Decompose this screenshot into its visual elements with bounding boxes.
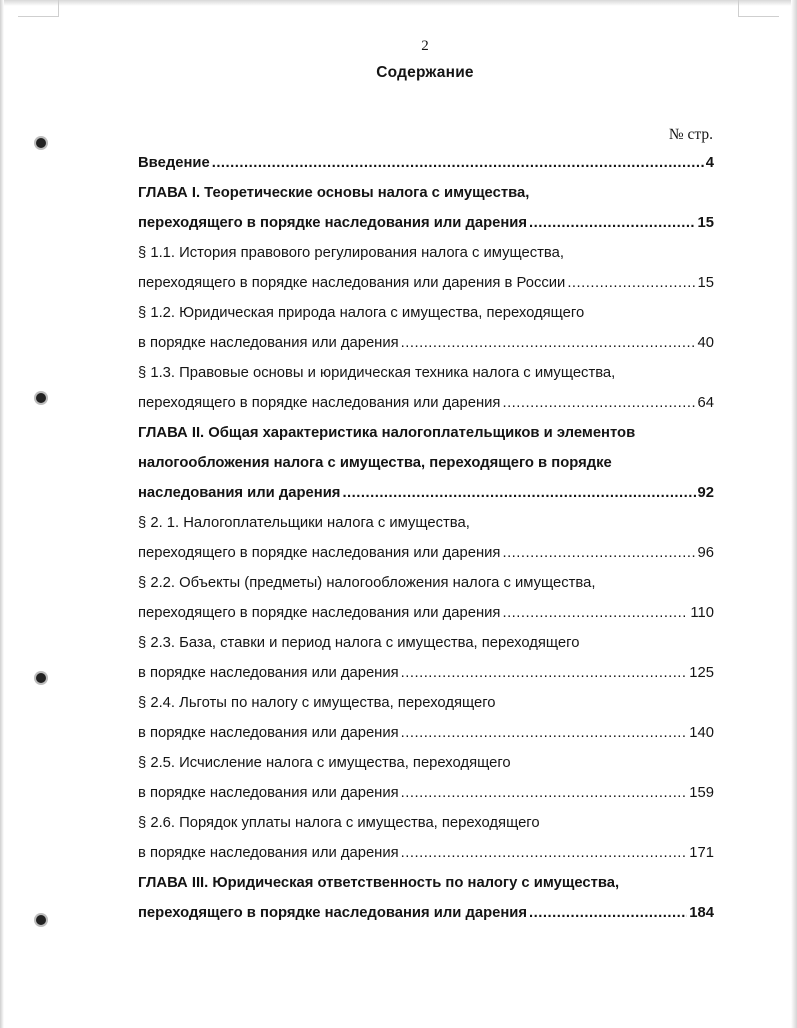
toc-entry-continuation <box>138 598 714 628</box>
toc-page-number: 4 <box>705 155 714 171</box>
toc-entry-text: переходящего в порядке наследования или дарения <box>138 545 501 561</box>
toc-leader-dots <box>401 718 688 748</box>
binder-hole-icon <box>36 138 46 148</box>
toc-entry-text: в порядке наследования или дарения <box>138 785 399 801</box>
toc-entry-text: налогообложения налога с имущества, переходящего в порядке <box>138 455 612 471</box>
toc-entry-continuation <box>138 778 714 808</box>
toc-entry-text: § 1.3. Правовые основы и юридическая техника налога с имущества, <box>138 365 616 381</box>
toc-entry-continuation <box>138 538 714 568</box>
toc-entry-text: переходящего в порядке наследования или дарения <box>138 605 501 621</box>
binder-hole-icon <box>36 393 46 403</box>
toc-entry-continuation <box>138 898 714 928</box>
toc-entry-text: переходящего в порядке наследования или дарения в России <box>138 275 566 291</box>
toc-entry-continuation <box>138 268 714 298</box>
toc-leader-dots <box>342 478 695 508</box>
toc-entry-text: переходящего в порядке наследования или дарения <box>138 905 528 921</box>
toc-entry-continuation <box>138 658 714 688</box>
toc-leader-dots <box>401 778 688 808</box>
toc-page-number: 96 <box>697 545 714 561</box>
toc-entry-continuation <box>138 718 714 748</box>
toc-page-number: 184 <box>689 905 714 921</box>
toc-entry-continuation <box>138 208 714 238</box>
toc-leader-dots <box>529 208 695 238</box>
scan-edge-right <box>791 0 797 1028</box>
toc-entry-text: ГЛАВА III. Юридическая ответственность по налогу с имущества, <box>138 875 620 891</box>
toc-leader-dots <box>502 538 695 568</box>
toc-entry-continuation <box>138 478 714 508</box>
toc-entry <box>138 628 714 658</box>
toc-entry-continuation <box>138 328 714 358</box>
toc-page-number: 140 <box>689 725 714 741</box>
toc-entry-text: § 2.2. Объекты (предметы) налогообложения налога с имущества, <box>138 575 596 591</box>
toc-entry <box>138 418 714 448</box>
toc-entry-text: § 1.1. История правового регулирования налога с имущества, <box>138 245 564 261</box>
toc-entry <box>138 238 714 268</box>
binder-hole-icon <box>36 915 46 925</box>
toc-entry-text: § 1.2. Юридическая природа налога с имущества, переходящего <box>138 305 585 321</box>
toc-page-number: 40 <box>697 335 714 351</box>
toc-entry-text: переходящего в порядке наследования или дарения <box>138 395 501 411</box>
toc-entry-continuation <box>138 838 714 868</box>
toc-entry <box>138 298 714 328</box>
page-title: Содержание <box>376 64 474 81</box>
toc-leader-dots <box>529 898 687 928</box>
toc-page-number: 159 <box>689 785 714 801</box>
toc-leader-dots <box>401 838 688 868</box>
toc-entry-text: в порядке наследования или дарения <box>138 725 399 741</box>
toc-entry-continuation <box>138 388 714 418</box>
toc-page-number: 64 <box>697 395 714 411</box>
toc-entry <box>138 178 714 208</box>
toc-leader-dots <box>567 268 695 298</box>
toc-entry <box>138 868 714 898</box>
page-column-header: № стр. <box>668 126 713 143</box>
toc-entry <box>138 748 714 778</box>
toc-page-number: 15 <box>697 275 714 291</box>
toc-page-number: 171 <box>689 845 714 861</box>
toc-leader-dots <box>502 598 688 628</box>
toc-leader-dots <box>502 388 695 418</box>
toc-entry <box>138 808 714 838</box>
toc-entry-text: Введение <box>138 155 210 171</box>
page-number: 2 <box>421 38 429 54</box>
toc-entry-text: § 2.5. Исчисление налога с имущества, переходящего <box>138 755 511 771</box>
toc-entry-text: § 2. 1. Налогоплательщики налога с имущества, <box>138 515 470 531</box>
scan-edge-top <box>0 0 797 6</box>
toc-entry <box>138 148 714 178</box>
toc-page-number: 15 <box>697 215 714 231</box>
toc-entry-text: в порядке наследования или дарения <box>138 665 399 681</box>
scan-corner-mark <box>18 0 59 17</box>
toc-entry-continuation <box>138 448 714 478</box>
toc-entry <box>138 508 714 538</box>
binder-hole-icon <box>36 673 46 683</box>
toc-entry <box>138 688 714 718</box>
toc-entry-text: в порядке наследования или дарения <box>138 335 399 351</box>
toc-leader-dots <box>401 328 696 358</box>
toc-page-number: 92 <box>697 485 714 501</box>
scan-corner-mark <box>738 0 779 17</box>
toc-page-number: 110 <box>690 605 714 621</box>
toc-leader-dots <box>212 148 704 178</box>
toc-entry-text: § 2.3. База, ставки и период налога с имущества, переходящего <box>138 635 580 651</box>
toc-entry <box>138 358 714 388</box>
toc-leader-dots <box>401 658 688 688</box>
toc-entry-text: в порядке наследования или дарения <box>138 845 399 861</box>
toc-entry-text: ГЛАВА I. Теоретические основы налога с имущества, <box>138 185 530 201</box>
table-of-contents <box>138 148 714 928</box>
toc-entry-text: наследования или дарения <box>138 485 341 501</box>
scan-edge-left <box>0 0 4 1028</box>
toc-entry-text: § 2.6. Порядок уплаты налога с имущества, переходящего <box>138 815 540 831</box>
toc-page-number: 125 <box>689 665 714 681</box>
toc-entry-text: ГЛАВА II. Общая характеристика налогоплательщиков и элементов <box>138 425 636 441</box>
toc-entry-text: переходящего в порядке наследования или дарения <box>138 215 528 231</box>
toc-entry-text: § 2.4. Льготы по налогу с имущества, переходящего <box>138 695 496 711</box>
toc-entry <box>138 568 714 598</box>
